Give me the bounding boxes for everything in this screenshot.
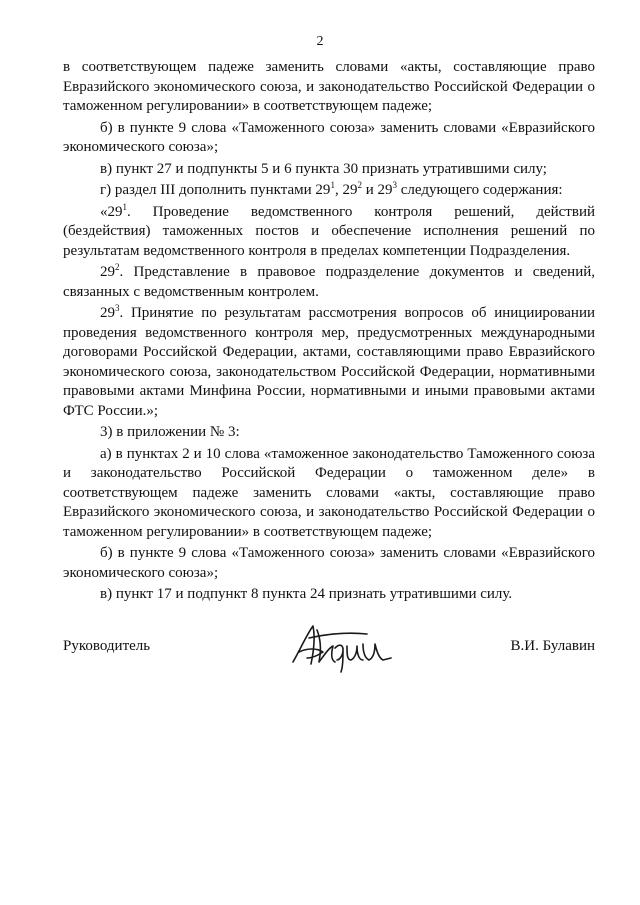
document-body [63, 58, 595, 607]
item-29-2-text: . Представление в правовое подразделение документов и сведений, связанных с ведомственным контролем. [63, 264, 595, 300]
superscript-2: 2 [357, 180, 362, 190]
signature-block [63, 618, 595, 678]
superscript-3: 3 [392, 180, 397, 190]
paragraph-7 [63, 304, 595, 421]
item-29-2-superscript: 2 [115, 262, 120, 272]
item-29-1-superscript: 1 [122, 201, 127, 212]
paragraph-1: в соответствующем падеже заменить словами «акты, составляющие право Евразийского экономического союза, и законодательство Российской Федерации о таможенном регулировании» в соответствующем падеже; [63, 59, 595, 114]
paragraph-6 [63, 263, 595, 302]
paragraph-4-sep1: , 29 [334, 182, 358, 198]
paragraph-4-sep2: и 29 [361, 182, 393, 198]
paragraph-9: а) в пунктах 2 и 10 слова «таможенное законодательство Таможенного союза и законодательство Российской Федерации о таможенном деле» в соответствующем падеже заменить словами «акты, составляющие право Евразийского экономического союза, и законодательство Российской Федерации о таможенном регулировании» в соответствующем падеже; [63, 445, 595, 540]
item-29-3-number: 29 [100, 305, 115, 321]
page-number: 2 [316, 34, 324, 49]
superscript-1: 1 [330, 180, 335, 190]
item-29-1-number: «29 [100, 203, 123, 220]
paragraph-5 [63, 203, 595, 262]
paragraph-3: в) пункт 27 и подпункты 5 и 6 пункта 30 признать утратившими силу; [100, 160, 547, 177]
signer-title: Руководитель [63, 638, 151, 654]
paragraph-4-end: следующего содержания: [396, 182, 563, 198]
paragraph-4-start: г) раздел III дополнить пунктами 29 [100, 182, 331, 198]
paragraph-10: б) в пункте 9 слова «Таможенного союза» заменить словами «Евразийского экономического союза»; [63, 545, 595, 581]
signer-name: В.И. Булавин [510, 638, 595, 654]
item-29-2-number: 29 [100, 264, 115, 280]
handwritten-signature [287, 618, 397, 674]
paragraph-4 [63, 181, 595, 201]
paragraph-11: в) пункт 17 и подпункт 8 пункта 24 признать утратившими силу. [100, 586, 513, 602]
item-29-3-superscript: 3 [115, 303, 120, 313]
paragraph-8: 3) в приложении № 3: [100, 424, 240, 440]
paragraph-2: б) в пункте 9 слова «Таможенного союза» заменить словами «Евразийского экономического союза»; [63, 119, 595, 155]
item-29-3-text: . Принятие по результатам рассмотрения вопросов об инициировании проведения ведомственного контроля мер, предусмотренных международными договорами Российской Федерации, актами, составляющими право Евразийского экономического союза, законодательством Российской Федерации, нормативными правовыми актами Минфина России, нормативными и иными правовыми актами ФТС России.»; [63, 305, 595, 419]
item-29-1-text: . Проведение ведомственного контроля решений, действий (бездействия) таможенных постов и обеспечение исполнения решений по результатам ведомственного контроля в пределах компетенции Подразделения. [63, 203, 595, 259]
